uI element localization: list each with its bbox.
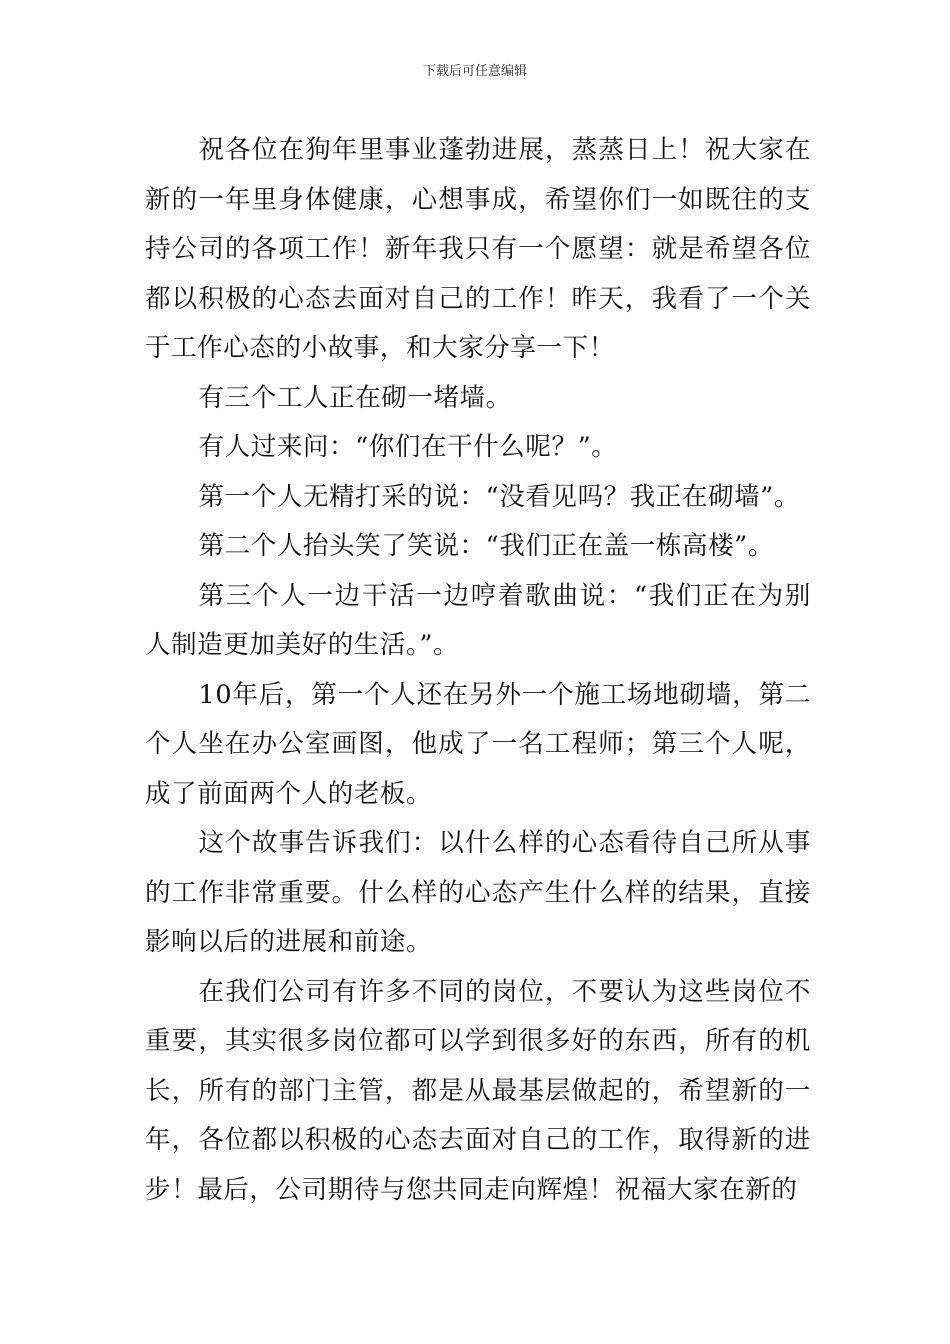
paragraph: 有三个工人正在砌一堵墙。 — [198, 382, 512, 413]
paragraph: 第一个人无精打采的说：“没看见吗？我正在砌墙”。 — [198, 481, 801, 512]
paragraph: 第三个人一边干活一边哼着歌曲说：“我们正在为别人制造更加美好的生活。”。 — [145, 580, 811, 660]
paragraph: 第二个人抬头笑了笑说：“我们正在盖一栋高楼”。 — [198, 531, 774, 561]
page-header: 下载后可任意编辑 — [422, 64, 527, 79]
paragraph: 有人过来问：“你们在干什么呢？”。 — [198, 432, 618, 462]
paragraph: 在我们公司有许多不同的岗位，不要认为这些岗位不重要，其实很多岗位都可以学到很多好的东西，所有的机长，所有的部门主管，都是从最基层做起的，希望新的一年，各位都以积极的心态去面对自己的工作，取得新的进步！最后，公司期待与您共同走向辉煌！祝福大家在新的 — [145, 976, 811, 1205]
paragraph: 祝各位在狗年里事业蓬勃进展，蒸蒸日上！祝大家在新的一年里身体健康，心想事成，希望你们一如既往的支持公司的各项工作！新年我只有一个愿望：就是希望各位都以积极的心态去面对自己的工作！昨天，我看了一个关于工作心态的小故事，和大家分享一下！ — [145, 135, 811, 363]
document-body — [145, 126, 811, 1215]
paragraph: 10年后，第一个人还在另外一个施工场地砌墙，第二个人坐在办公室画图，他成了一名工程师；第三个人呢，成了前面两个人的老板。 — [145, 679, 811, 809]
paragraph: 这个故事告诉我们：以什么样的心态看待自己所从事的工作非常重要。什么样的心态产生什么样的结果，直接影响以后的进展和前途。 — [145, 828, 811, 957]
